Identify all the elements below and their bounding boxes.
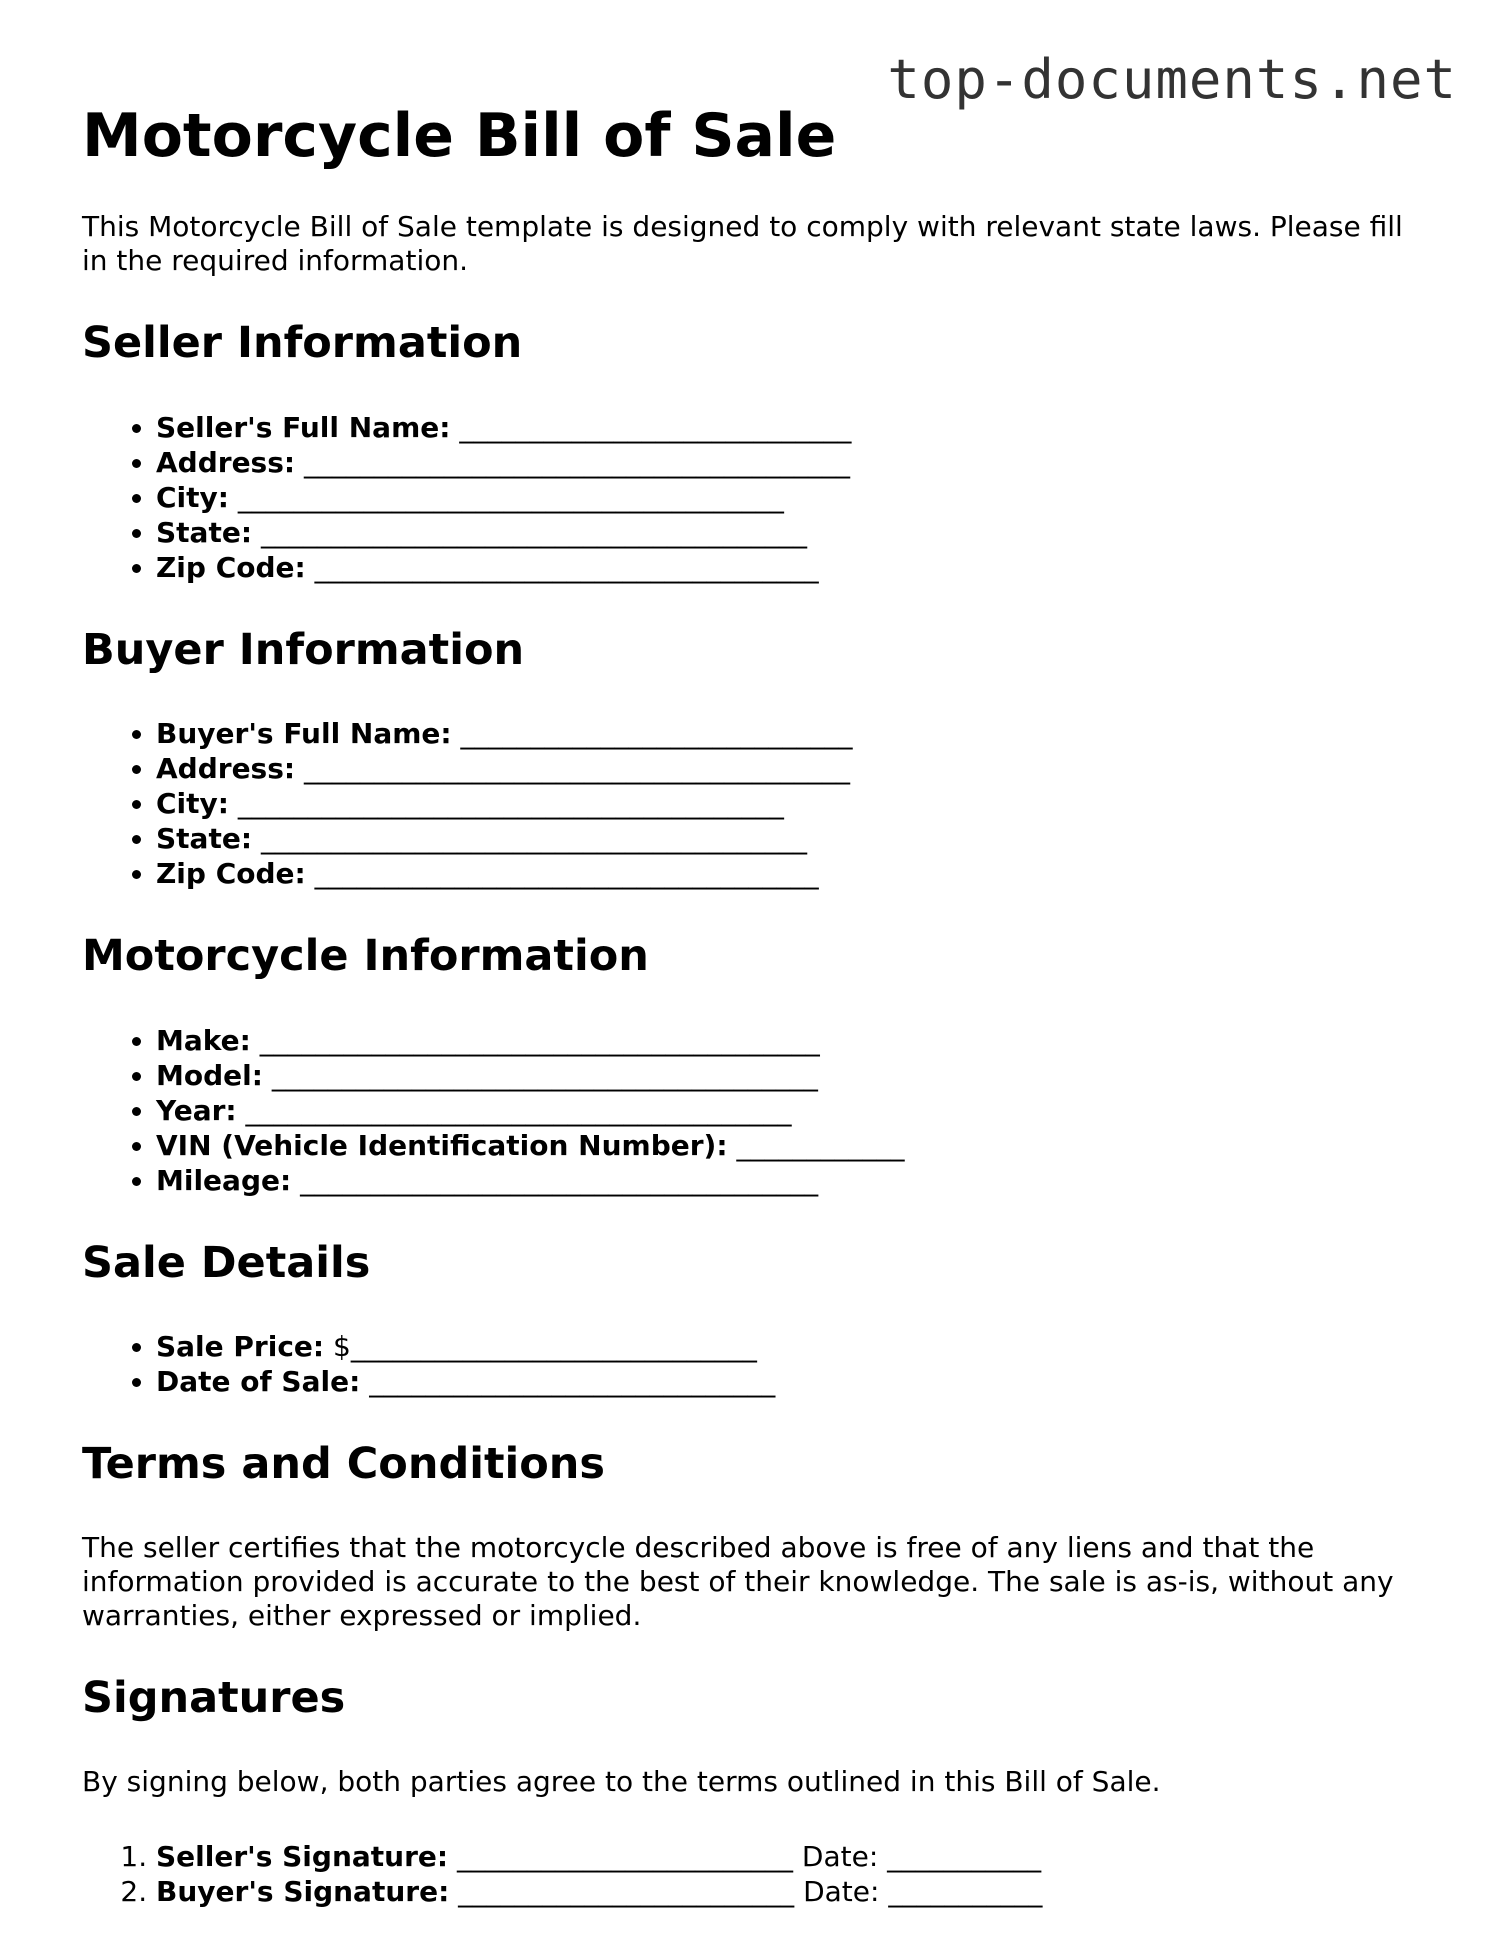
- buyer-heading: Buyer Information: [82, 624, 525, 675]
- signatures-text: By signing below, both parties agree to the terms outlined in this Bill of Sale.: [82, 1764, 1161, 1798]
- list-item: [156, 821, 1422, 856]
- field-label: VIN (Vehicle Identification Number):: [156, 1128, 728, 1162]
- field-label: State:: [156, 822, 253, 856]
- list-item: [156, 410, 1422, 445]
- field-label: Address:: [156, 445, 296, 479]
- list-item: [156, 480, 1422, 515]
- list-item: [156, 751, 1422, 786]
- page-title: Motorcycle Bill of Sale: [82, 101, 837, 171]
- motorcycle-heading: Motorcycle Information: [82, 931, 649, 982]
- fill-blank[interactable]: ____________________________________: [314, 857, 819, 891]
- fill-blank[interactable]: _______________________________________: [271, 1058, 818, 1092]
- fill-blank[interactable]: _______________________________________: [237, 787, 784, 821]
- fill-blank[interactable]: _______________________________________: [260, 515, 807, 549]
- list-item: [156, 445, 1422, 480]
- list-item: [156, 856, 1422, 891]
- date-label: Date:: [801, 1839, 879, 1873]
- field-label: Seller's Signature:: [156, 1839, 449, 1873]
- field-label: Zip Code:: [156, 550, 306, 584]
- date-blank[interactable]: ___________: [887, 1839, 1042, 1873]
- signature-blank[interactable]: ________________________: [457, 1839, 793, 1873]
- signature-blank[interactable]: ________________________: [458, 1874, 795, 1908]
- list-item: [156, 1128, 1422, 1163]
- list-item: [156, 716, 1422, 751]
- fill-blank[interactable]: _______________________________________: [237, 480, 784, 514]
- sale-heading: Sale Details: [82, 1237, 371, 1288]
- fill-blank[interactable]: _______________________________________: [260, 822, 807, 856]
- seller-field-list: [82, 410, 1422, 585]
- fill-blank[interactable]: ____________________________________: [314, 550, 819, 584]
- motorcycle-field-list: [82, 1023, 1422, 1198]
- fill-blank[interactable]: ____________: [736, 1128, 905, 1162]
- field-label: Sale Price:: [156, 1330, 325, 1364]
- list-item: [156, 1093, 1422, 1128]
- fill-blank[interactable]: ____________________________: [460, 717, 853, 751]
- list-item: [156, 1058, 1422, 1093]
- list-item: [156, 1874, 1422, 1909]
- list-item: [156, 1839, 1422, 1874]
- field-label: Zip Code:: [156, 857, 306, 891]
- date-blank[interactable]: ___________: [888, 1874, 1043, 1908]
- sale-field-list: [82, 1329, 1422, 1399]
- field-label: State:: [156, 515, 253, 549]
- list-item: [156, 1023, 1422, 1058]
- list-item: [156, 550, 1422, 585]
- list-item: [156, 1163, 1422, 1198]
- fill-blank[interactable]: _____________________________________: [300, 1163, 819, 1197]
- field-label: Make:: [156, 1023, 251, 1057]
- terms-text: The seller certifies that the motorcycle described above is free of any liens and that the information provided is accurate to the best of their knowledge. The sale is as-is, without any warranties, either expressed or implied.: [82, 1530, 1394, 1632]
- terms-heading: Terms and Conditions: [82, 1439, 606, 1490]
- field-label: Seller's Full Name:: [156, 410, 451, 444]
- fill-blank[interactable]: ________________________________________: [259, 1023, 820, 1057]
- field-label: Year:: [156, 1093, 237, 1127]
- signatures-heading: Signatures: [82, 1672, 346, 1723]
- buyer-field-list: [82, 716, 1422, 891]
- seller-heading: Seller Information: [82, 318, 523, 368]
- fill-blank[interactable]: ____________________________: [459, 410, 852, 444]
- list-item: [156, 1329, 1422, 1364]
- field-label: Address:: [156, 752, 296, 786]
- field-label: City:: [156, 480, 229, 514]
- intro-text: This Motorcycle Bill of Sale template is designed to comply with relevant state laws. Please fill in the required information.: [82, 210, 1403, 277]
- field-label: Buyer's Full Name:: [156, 717, 452, 751]
- fill-blank[interactable]: _____________________________: [369, 1365, 776, 1399]
- watermark: top-documents.net: [887, 48, 1457, 111]
- list-item: [156, 1364, 1422, 1399]
- field-label: Date of Sale:: [156, 1365, 361, 1399]
- date-label: Date:: [803, 1874, 880, 1908]
- list-item: [156, 515, 1422, 550]
- field-label: Model:: [156, 1058, 263, 1092]
- list-item: [156, 786, 1422, 821]
- field-label: City:: [156, 787, 229, 821]
- signature-list: [82, 1839, 1422, 1909]
- fill-blank[interactable]: $_____________________________: [333, 1330, 757, 1364]
- fill-blank[interactable]: _______________________________________: [245, 1093, 792, 1127]
- fill-blank[interactable]: _______________________________________: [304, 752, 850, 786]
- field-label: Mileage:: [156, 1163, 292, 1197]
- document: [82, 100, 1422, 1949]
- fill-blank[interactable]: _______________________________________: [304, 445, 850, 479]
- field-label: Buyer's Signature:: [156, 1874, 450, 1908]
